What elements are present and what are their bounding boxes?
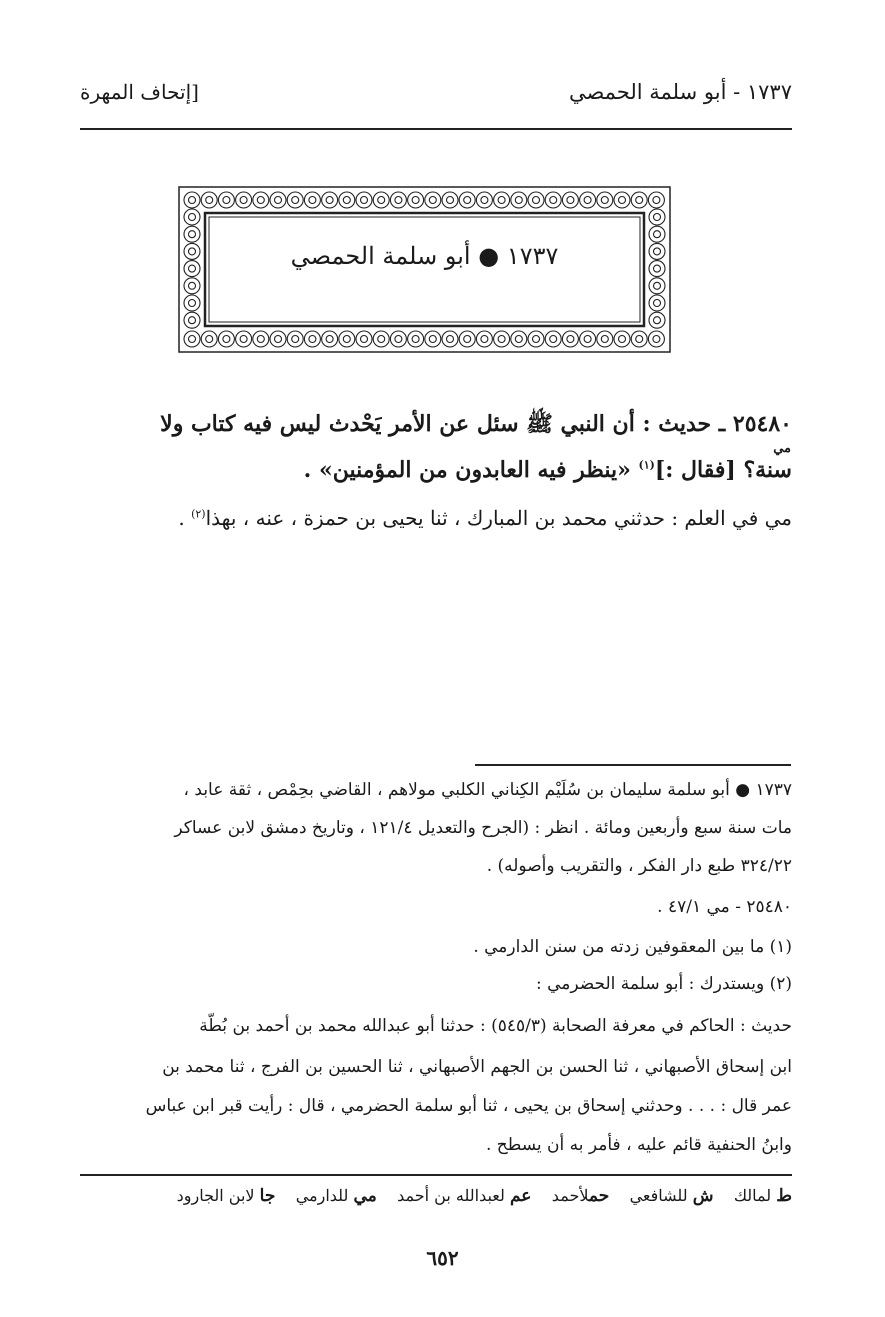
- abbreviation-legend: ط لمالك ش للشافعي حملأحمد عم لعبدالله بن أحمد مي للدارمي جا لابن الجارود: [176, 1186, 792, 1206]
- hadith-source: مي في العلم : حدثني محمد بن المبارك ، ثنا يحيى بن حمزة ، عنه ، بهذا$^{(٢)}$ .: [178, 506, 792, 530]
- running-header: [80, 80, 792, 120]
- footnote-line: ٢٥٤٨٠ - مي ٤٧/١ .: [657, 897, 792, 917]
- footnote-divider: [475, 764, 791, 766]
- chapter-title: ١٧٣٧ ● أبو سلمة الحمصي: [290, 242, 559, 270]
- legend-divider: [80, 1174, 792, 1176]
- footnote-line: وابنُ الحنفية قائم عليه ، فأمر به أن يسطح .: [485, 1135, 792, 1155]
- footnote-line: مات سنة سبع وأربعين ومائة . انظر : (الجرح والتعديل ١٢١/٤ ، وتاريخ دمشق لابن عساكر: [174, 818, 792, 838]
- footnote-line: ٣٢٤/٢٢ طبع دار الفكر ، والتقريب وأصوله) .: [486, 856, 792, 876]
- footnote-line: (٢) ويستدرك : أبو سلمة الحضرمي :: [536, 974, 792, 994]
- page-number: ٦٥٢: [426, 1246, 459, 1270]
- hadith-line-2: سنة؟ [فقال :]$^{(١)}$ «ينظر فيه العابدون من المؤمنين» .: [303, 457, 792, 483]
- footnote-line: عمر قال : . . . وحدثني إسحاق بن يحيى ، ثنا أبو سلمة الحضرمي ، قال : رأيت قبر ابن عباس: [145, 1096, 792, 1116]
- hadith-line-1: ٢٥٤٨٠ ـ حديث : أن النبي ﷺ سئل عن الأمر يَحْدث ليس فيه كتاب ولا: [160, 411, 792, 437]
- footnote-line: ابن إسحاق الأصبهاني ، ثنا الحسن بن الجهم الأصبهاني ، ثنا الحسين بن الفرج ، ثنا محمد بن: [162, 1057, 792, 1077]
- section-title: ١٧٣٧ - أبو سلمة الحمصي: [568, 80, 792, 104]
- header-divider: [80, 128, 792, 130]
- book-title: [إتحاف المهرة: [80, 80, 199, 104]
- marginal-abbreviation: مي: [773, 441, 791, 456]
- footnote-line: (١) ما بين المعقوفين زدته من سنن الدارمي .: [473, 937, 792, 957]
- footnote-line: ١٧٣٧ ● أبو سلمة سليمان بن سُلَيْم الكِناني الكلبي مولاهم ، القاضي بحِمْص ، ثقة عابد ،: [183, 780, 792, 800]
- chapter-frame: [178, 186, 671, 353]
- footnote-line: حديث : الحاكم في معرفة الصحابة (٥٤٥/٣) : حدثنا أبو عبدالله محمد بن أحمد بن بُطّة: [199, 1016, 792, 1036]
